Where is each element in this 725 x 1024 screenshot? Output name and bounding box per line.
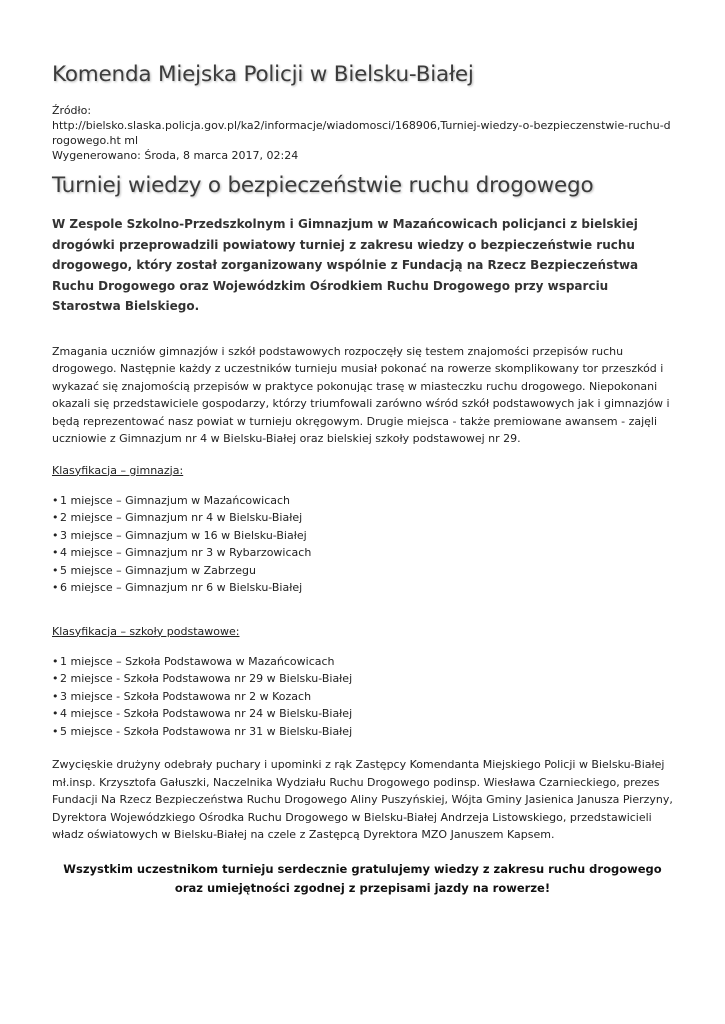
- site-title: Komenda Miejska Policji w Bielsku-Białej: [52, 62, 474, 87]
- podstawowe-list: [52, 653, 673, 741]
- bullet-icon: •: [52, 528, 59, 542]
- bullet-icon: •: [52, 654, 59, 668]
- source-label: Źródło:: [52, 104, 92, 117]
- podstawowe-heading: Klasyfikacja – szkoły podstawowe:: [52, 624, 240, 638]
- article-title: Turniej wiedzy o bezpieczeństwie ruchu drogowego: [52, 173, 594, 198]
- article-paragraph-2: Zwycięskie drużyny odebrały puchary i upominki z rąk Zastępcy Komendanta Miejskiego Policji w Bielsku-Białej mł.insp. Krzysztofa Gałuszki, Naczelnika Wydziału Ruchu Drogowego podinsp. Wiesława Czarnieckiego, prezes Fundacji Na Rzecz Bezpieczeństwa Ruchu Drogowego Aliny Puszyńskiej, Wójta Gminy Jasienica Janusza Pierzyny, Dyrektora Wojewódzkiego Ośrodka Ruchu Drogowego w Bielsku-Białej Andrzeja Listowskiego, przedstawicieli władz oświatowych w Bielsku-Białej na czele z Zastępcą Dyrektora MZO Januszem Kapsem.: [52, 758, 673, 841]
- document-meta: [52, 103, 673, 163]
- generated-date: Wygenerowano: Środa, 8 marca 2017, 02:24: [52, 149, 299, 162]
- list-item: • 5 miejsce – Gimnazjum w Zabrzegu: [52, 562, 673, 580]
- bullet-icon: •: [52, 672, 59, 685]
- list-item: • 4 miejsce - Szkoła Podstawowa nr 24 w Bielsku-Białej: [52, 705, 673, 723]
- gimnazja-list: [52, 492, 673, 597]
- list-item: • 6 miejsce – Gimnazjum nr 6 w Bielsku-Białej: [52, 579, 673, 597]
- article-paragraph-1: Zmagania uczniów gimnazjów i szkół podstawowych rozpoczęły się testem znajomości przepisów ruchu drogowego. Następnie każdy z uczestników turnieju musiał pokonać na rowerze skomplikowany tor przeszkód i wykazać się znajomością przepisów w praktyce pokonując trasę w miasteczku ruchu drogowego. Niepokonani okazali się przedstawiciele gospodarzy, którzy triumfowali zarówno wśród szkół podstawowych jak i gimnazjów i będą reprezentować nasz powiat w turnieju okręgowym. Drugie miejsca - także premiowane awansem - zajęli uczniowie z Gimnazjum nr 4 w Bielsku-Białej oraz bielskiej szkoły podstawowej nr 29.: [52, 344, 670, 445]
- bullet-icon: •: [52, 724, 59, 738]
- bullet-icon: •: [52, 689, 59, 703]
- bullet-icon: •: [52, 581, 59, 594]
- list-item: • 3 miejsce - Szkoła Podstawowa nr 2 w Kozach: [52, 688, 673, 706]
- bullet-icon: •: [52, 563, 59, 577]
- article-closing: Wszystkim uczestnikom turnieju serdecznie gratulujemy wiedzy z zakresu ruchu drogowego oraz umiejętności zgodnej z przepisami jazdy na rowerze!: [63, 861, 662, 895]
- source-url[interactable]: http://bielsko.slaska.policja.gov.pl/ka2/informacje/wiadomosci/168906,Turniej-wiedzy-o-bezpieczenstwie-ruchu-drogowego.ht ml: [52, 119, 671, 147]
- bullet-icon: •: [52, 511, 59, 524]
- bullet-icon: •: [52, 493, 59, 507]
- bullet-icon: •: [52, 707, 59, 720]
- list-item: • 5 miejsce - Szkoła Podstawowa nr 31 w Bielsku-Białej: [52, 723, 673, 741]
- article-lead: W Zespole Szkolno-Przedszkolnym i Gimnazjum w Mazańcowicach policjanci z bielskiej drogówki przeprowadzili powiatowy turniej z zakresu wiedzy o bezpieczeństwie ruchu drogowego, który został zorganizowany wspólnie z Fundacją na Rzecz Bezpieczeństwa Ruchu Drogowego oraz Wojewódzkim Ośrodkiem Ruchu Drogowego przy wsparciu Starostwa Bielskiego.: [52, 217, 639, 313]
- gimnazja-heading: Klasyfikacja – gimnazja:: [52, 463, 184, 477]
- list-item: • 1 miejsce – Gimnazjum w Mazańcowicach: [52, 492, 673, 510]
- list-item: • 2 miejsce – Gimnazjum nr 4 w Bielsku-Białej: [52, 509, 673, 527]
- list-item: • 2 miejsce - Szkoła Podstawowa nr 29 w Bielsku-Białej: [52, 670, 673, 688]
- list-item: • 1 miejsce – Szkoła Podstawowa w Mazańcowicach: [52, 653, 673, 671]
- list-item: • 3 miejsce – Gimnazjum w 16 w Bielsku-Białej: [52, 527, 673, 545]
- list-item: • 4 miejsce – Gimnazjum nr 3 w Rybarzowicach: [52, 544, 673, 562]
- bullet-icon: •: [52, 546, 59, 559]
